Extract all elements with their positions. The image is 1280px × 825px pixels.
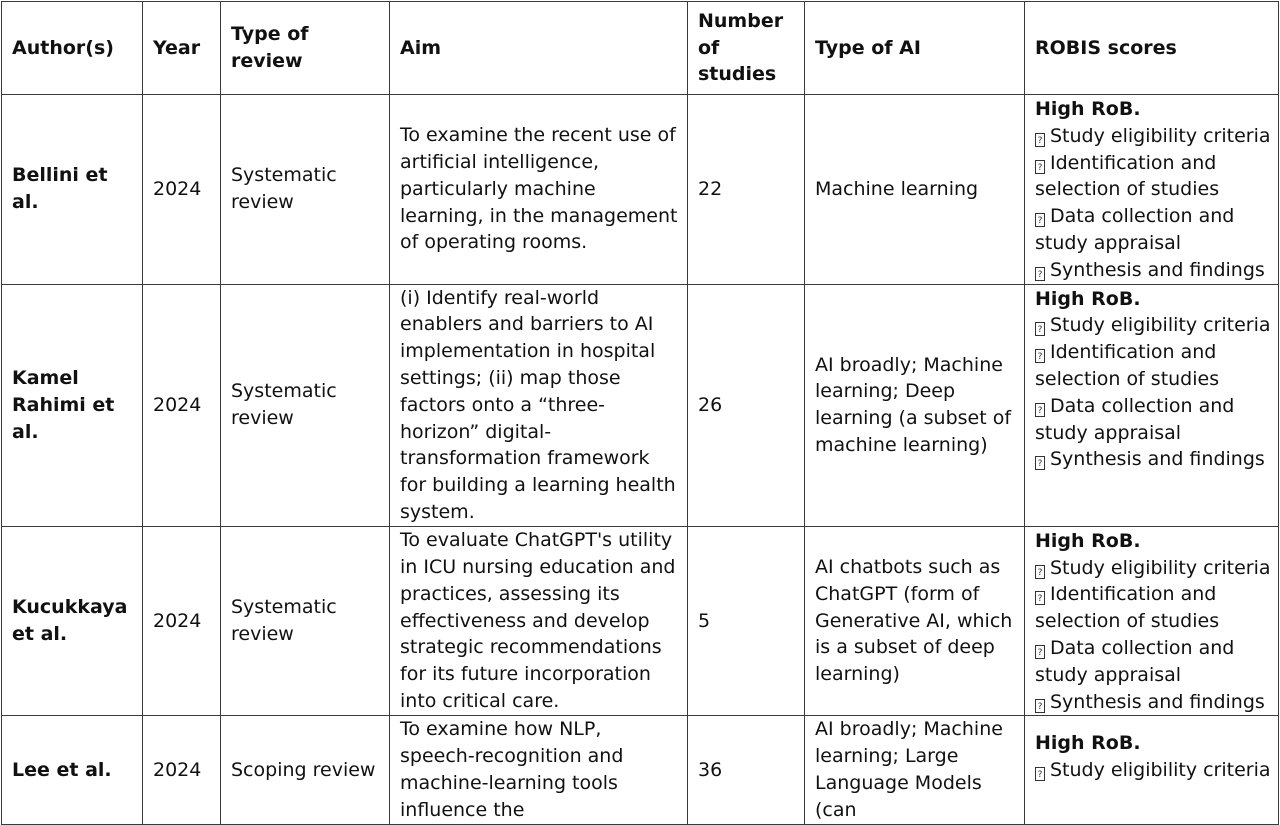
robis-domain: ? Data collection and study appraisal <box>1035 205 1235 254</box>
robis-cell <box>1025 284 1279 526</box>
missing-glyph-icon: ? <box>1035 403 1045 417</box>
robis-cell <box>1025 526 1279 716</box>
author-cell: Lee et al. <box>2 716 143 824</box>
aim-cell: To examine how NLP, speech-recognition and machine-learning tools influence the <box>390 716 688 824</box>
ai-type-cell: AI chatbots such as ChatGPT (form of Generative AI, which is a subset of deep learning) <box>805 526 1025 716</box>
table-row <box>2 284 1279 526</box>
header-number-of-studies: Number of studies <box>688 2 805 95</box>
robis-rating: High RoB. <box>1035 98 1141 120</box>
missing-glyph-icon: ? <box>1035 699 1045 713</box>
missing-glyph-icon: ? <box>1035 213 1045 227</box>
year-cell: 2024 <box>143 95 221 285</box>
year-cell: 2024 <box>143 526 221 716</box>
ai-type-cell: Machine learning <box>805 95 1025 285</box>
author-cell: Bellini et al. <box>2 95 143 285</box>
year-cell: 2024 <box>143 716 221 824</box>
missing-glyph-icon: ? <box>1035 456 1045 470</box>
year-cell: 2024 <box>143 284 221 526</box>
review-table <box>1 1 1279 825</box>
review-type-cell: Systematic review <box>221 95 390 285</box>
aim-cell: (i) Identify real-world enablers and barriers to AI implementation in hospital settings; (ii) map those factors onto a “three-horizon” digital-transformation framework for building a learning health system. <box>390 284 688 526</box>
missing-glyph-icon: ? <box>1035 160 1045 174</box>
robis-domain: ? Study eligibility criteria <box>1035 123 1276 150</box>
header-year: Year <box>143 2 221 95</box>
ai-type-cell: AI broadly; Machine learning; Deep learning (a subset of machine learning) <box>805 284 1025 526</box>
missing-glyph-icon: ? <box>1035 349 1045 363</box>
robis-domain: ? Synthesis and findings <box>1035 446 1276 473</box>
study-count-cell: 22 <box>688 95 805 285</box>
robis-domain: ? Data collection and study appraisal <box>1035 636 1235 686</box>
header-robis-scores: ROBIS scores <box>1025 2 1279 95</box>
table-row <box>2 526 1279 716</box>
robis-domain: ? Identification and selection of studies <box>1035 151 1220 201</box>
author-cell: Kamel Rahimi et al. <box>2 284 143 526</box>
missing-glyph-icon: ? <box>1035 645 1045 659</box>
robis-domain: ? Data collection and study appraisal <box>1035 394 1235 444</box>
missing-glyph-icon: ? <box>1035 767 1045 781</box>
table-row <box>2 95 1279 285</box>
robis-cell <box>1025 716 1279 824</box>
robis-domain: ? Study eligibility criteria <box>1035 312 1276 339</box>
header-authors: Author(s) <box>2 2 143 95</box>
robis-domain: ? Synthesis and findings <box>1035 257 1276 284</box>
table-row <box>2 716 1279 824</box>
aim-cell: To evaluate ChatGPT's utility in ICU nursing education and practices, assessing its effectiveness and develop strategic recommendations for its future incorporation into critical care. <box>390 526 688 716</box>
missing-glyph-icon: ? <box>1035 591 1045 605</box>
aim-cell: To examine the recent use of artificial intelligence, particularly machine learning, in the management of operating rooms. <box>390 95 688 285</box>
header-row <box>2 2 1279 95</box>
missing-glyph-icon: ? <box>1035 322 1045 336</box>
robis-rating: High RoB. <box>1035 732 1141 755</box>
robis-domain: ? Synthesis and findings <box>1035 689 1276 716</box>
review-type-cell: Systematic review <box>221 284 390 526</box>
missing-glyph-icon: ? <box>1035 267 1045 281</box>
header-type-of-ai: Type of AI <box>805 2 1025 95</box>
robis-rating: High RoB. <box>1035 287 1141 310</box>
missing-glyph-icon: ? <box>1035 565 1045 579</box>
study-count-cell: 26 <box>688 284 805 526</box>
robis-domain: ? Study eligibility criteria <box>1035 555 1276 582</box>
robis-domain: ? Study eligibility criteria <box>1035 757 1276 784</box>
author-cell: Kucukkaya et al. <box>2 526 143 716</box>
study-count-cell: 36 <box>688 716 805 824</box>
robis-cell <box>1025 95 1279 285</box>
ai-type-cell: AI broadly; Machine learning; Large Language Models (can <box>805 716 1025 824</box>
review-type-cell: Systematic review <box>221 526 390 716</box>
study-count-cell: 5 <box>688 526 805 716</box>
robis-domain: ? Identification and selection of studies <box>1035 341 1220 390</box>
header-aim: Aim <box>390 2 688 95</box>
header-type-of-review: Type of review <box>221 2 390 95</box>
robis-rating: High RoB. <box>1035 529 1141 552</box>
review-type-cell: Scoping review <box>221 716 390 824</box>
missing-glyph-icon: ? <box>1035 133 1045 147</box>
robis-domain: ? Identification and selection of studies <box>1035 583 1220 633</box>
